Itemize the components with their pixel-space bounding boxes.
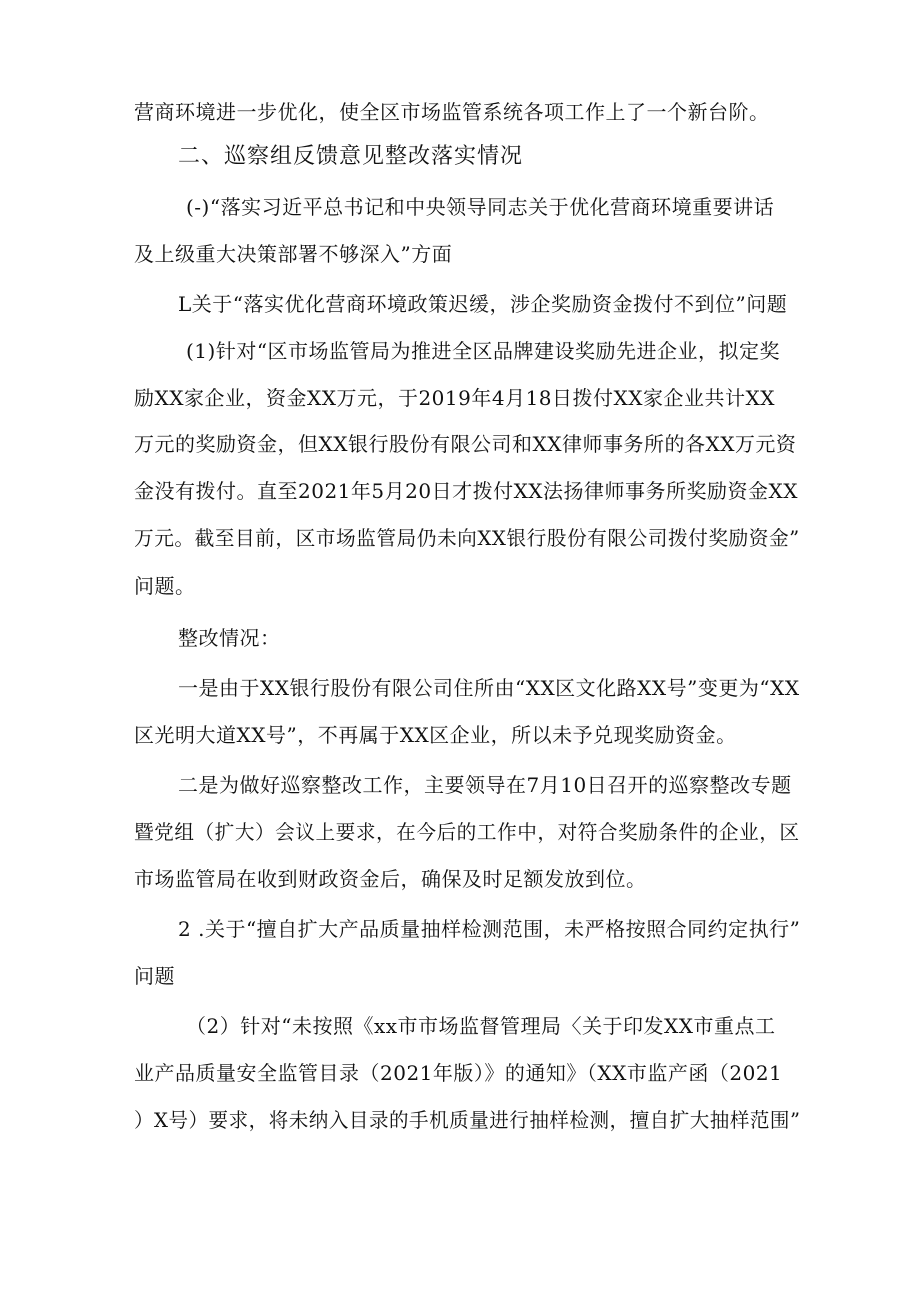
text-line-11: 问题。 <box>134 574 196 598</box>
text-line-16: 暨党组（扩大）会议上要求，在今后的工作中，对符合奖励条件的企业，区 <box>134 820 800 844</box>
issue-title-2: 2 .关于“擅自扩大产品质量抽样检测范围，未严格按照合同约定执行” <box>178 917 801 941</box>
text-line-10: 万元。截至目前，区市场监管局仍未向XX银行股份有限公司拨付奖励资金” <box>134 526 800 550</box>
rectification-label: 整改情况： <box>178 626 281 650</box>
text-line-9: 金没有拨付。直至2021年5月20日才拨付XX法扬律师事务所奖励资金XX <box>134 479 799 503</box>
issue-title-1: L关于“落实优化营商环境政策迟缓，涉企奖励资金拨付不到位”问题 <box>178 292 788 316</box>
text-line-21: 业产品质量安全监管目录（2021年版）》的通知》（XX市监产函（2021 <box>134 1061 783 1085</box>
section-heading: 二、巡察组反馈意见整改落实情况 <box>178 144 524 169</box>
text-line-19: 问题 <box>134 964 175 988</box>
text-line-6: (1)针对“区市场监管局为推进全区品牌建设奖励先进企业，拟定奖 <box>186 339 781 363</box>
text-line-1: 营商环境进一步优化，使全区市场监管系统各项工作上了一个新台阶。 <box>134 100 770 124</box>
text-line-17: 市场监管局在收到财政资金后，确保及时足额发放到位。 <box>134 867 647 891</box>
text-line-22: ）X号）要求，将未纳入目录的手机质量进行抽样检测，擅自扩大抽样范围” <box>134 1108 801 1132</box>
subsection-heading-line-1: (-)“落实习近平总书记和中央领导同志关于优化营商环境重要讲话 <box>186 195 775 219</box>
text-line-13: 一是由于XX银行股份有限公司住所由“XX区文化路XX号”变更为“XX <box>178 676 800 700</box>
subsection-heading-line-2: 及上级重大决策部署不够深入”方面 <box>134 242 453 266</box>
text-line-20: （2）针对“未按照《xx市市场监督管理局〈关于印发XX市重点工 <box>186 1014 776 1038</box>
text-line-15: 二是为做好巡察整改工作，主要领导在7月10日召开的巡察整改专题 <box>178 773 792 797</box>
text-line-14: 区光明大道XX号”，不再属于XX区企业，所以未予兑现奖励资金。 <box>134 723 737 747</box>
text-line-7: 励XX家企业，资金XX万元，于2019年4月18日拨付XX家企业共计XX <box>134 386 775 410</box>
text-line-8: 万元的奖励资金，但XX银行股份有限公司和XX律师事务所的各XX万元资 <box>134 432 797 456</box>
